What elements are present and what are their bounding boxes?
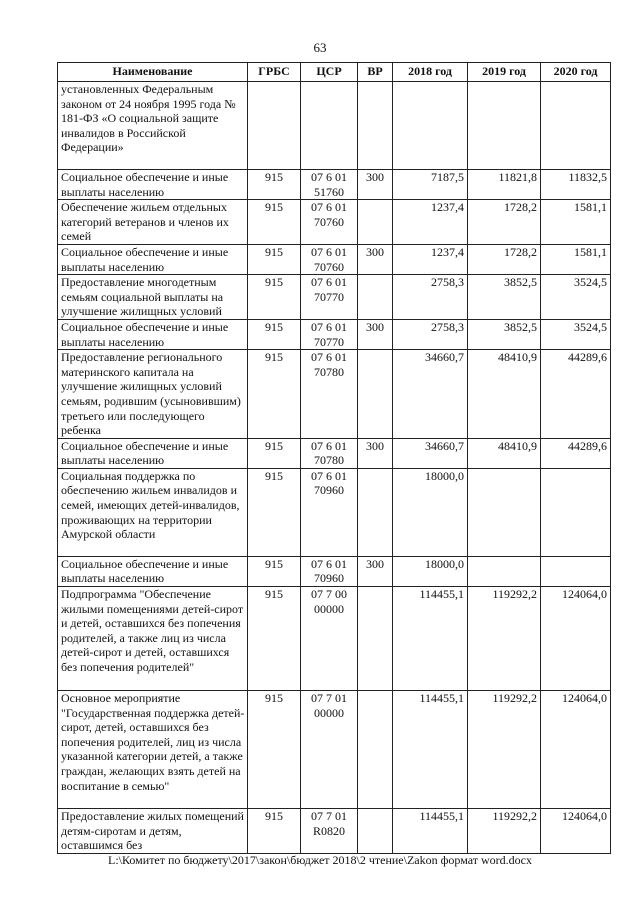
cell-2018: 2758,3 <box>393 319 468 349</box>
cell-name: Социальное обеспечение и иные выплаты населению <box>58 319 248 349</box>
table-row <box>58 244 611 274</box>
cell-name: Социальная поддержка по обеспечению жильем инвалидов и семей, имеющих детей-инвалидов, проживающих на территории Амурской области <box>58 468 248 556</box>
cell-grbs: 915 <box>248 244 301 274</box>
cell-2019: 119292,2 <box>468 587 541 691</box>
cell-name: Предоставление регионального материнского капитала на улучшение жилищных условий семьям, родившим (усыновившим) третьего или последующего ребенка <box>58 350 248 439</box>
cell-2020: 3524,5 <box>541 275 611 320</box>
cell-grbs: 915 <box>248 691 301 809</box>
cell-grbs: 915 <box>248 200 301 245</box>
cell-grbs: 915 <box>248 809 301 854</box>
cell-csr: 07 6 01 51760 <box>301 170 358 200</box>
cell-2018: 34660,7 <box>393 350 468 439</box>
cell-grbs <box>248 82 301 170</box>
table-row <box>58 438 611 468</box>
cell-2018: 114455,1 <box>393 691 468 809</box>
cell-2019 <box>468 556 541 586</box>
cell-2019: 1728,2 <box>468 244 541 274</box>
cell-2019: 1728,2 <box>468 200 541 245</box>
cell-2019: 48410,9 <box>468 438 541 468</box>
cell-name: Социальное обеспечение и иные выплаты населению <box>58 556 248 586</box>
cell-2018: 114455,1 <box>393 809 468 854</box>
cell-2018: 1237,4 <box>393 200 468 245</box>
cell-name: установленных Федеральным законом от 24 ноября 1995 года № 181-ФЗ «О социальной защите инвалидов в Российской Федерации» <box>58 82 248 170</box>
cell-vr <box>358 275 393 320</box>
cell-2020 <box>541 556 611 586</box>
table-row <box>58 468 611 556</box>
footer-file-path: L:\Комитет по бюджету\2017\закон\бюджет 2018\2 чтение\Zakon формат word.docx <box>108 853 532 867</box>
cell-csr: 07 6 01 70760 <box>301 244 358 274</box>
table-row <box>58 170 611 200</box>
cell-grbs: 915 <box>248 319 301 349</box>
header-vr: ВР <box>358 63 393 82</box>
cell-2019: 3852,5 <box>468 319 541 349</box>
cell-2020 <box>541 468 611 556</box>
cell-grbs: 915 <box>248 350 301 439</box>
cell-csr <box>301 82 358 170</box>
cell-name: Предоставление жилых помещений детям-сиротам и детям, оставшимся без <box>58 809 248 854</box>
cell-csr: 07 6 01 70780 <box>301 350 358 439</box>
table-row <box>58 82 611 170</box>
table-row <box>58 350 611 439</box>
cell-2020 <box>541 82 611 170</box>
cell-name: Социальное обеспечение и иные выплаты населению <box>58 244 248 274</box>
header-csr: ЦСР <box>301 63 358 82</box>
table-header-row <box>58 63 611 82</box>
table-row <box>58 275 611 320</box>
cell-2020: 3524,5 <box>541 319 611 349</box>
cell-csr: 07 7 01 00000 <box>301 691 358 809</box>
cell-2018: 1237,4 <box>393 244 468 274</box>
cell-2020: 11832,5 <box>541 170 611 200</box>
cell-2020: 1581,1 <box>541 200 611 245</box>
header-year-2018: 2018 год <box>393 63 468 82</box>
cell-2019: 119292,2 <box>468 691 541 809</box>
cell-csr: 07 6 01 70960 <box>301 556 358 586</box>
cell-name: Социальное обеспечение и иные выплаты населению <box>58 438 248 468</box>
cell-name: Предоставление многодетным семьям социальной выплаты на улучшение жилищных условий <box>58 275 248 320</box>
table-row <box>58 556 611 586</box>
cell-grbs: 915 <box>248 438 301 468</box>
table-row <box>58 200 611 245</box>
cell-2020: 1581,1 <box>541 244 611 274</box>
cell-grbs: 915 <box>248 587 301 691</box>
table-row <box>58 319 611 349</box>
cell-csr: 07 6 01 70760 <box>301 200 358 245</box>
cell-csr: 07 6 01 70960 <box>301 468 358 556</box>
cell-grbs: 915 <box>248 170 301 200</box>
cell-name: Социальное обеспечение и иные выплаты населению <box>58 170 248 200</box>
budget-table <box>57 62 611 854</box>
cell-csr: 07 7 01 R0820 <box>301 809 358 854</box>
cell-name: Подпрограмма "Обеспечение жилыми помещениями детей-сирот и детей, оставшихся без попечения родителей, а также лиц из числа детей-сирот и детей, оставшихся без попечения родителей" <box>58 587 248 691</box>
cell-csr: 07 7 00 00000 <box>301 587 358 691</box>
cell-vr <box>358 691 393 809</box>
cell-grbs: 915 <box>248 468 301 556</box>
table-row <box>58 587 611 691</box>
cell-vr: 300 <box>358 319 393 349</box>
cell-vr: 300 <box>358 170 393 200</box>
cell-name: Основное мероприятие "Государственная поддержка детей-сирот, детей, оставшихся без попечения родителей, лиц из числа указанной категории детей, а также граждан, желающих взять детей на воспитание в семью" <box>58 691 248 809</box>
cell-vr <box>358 587 393 691</box>
cell-2020: 124064,0 <box>541 587 611 691</box>
cell-csr: 07 6 01 70780 <box>301 438 358 468</box>
cell-vr: 300 <box>358 244 393 274</box>
cell-2020: 44289,6 <box>541 350 611 439</box>
cell-vr <box>358 82 393 170</box>
cell-2019: 3852,5 <box>468 275 541 320</box>
table-row <box>58 809 611 854</box>
cell-vr <box>358 468 393 556</box>
cell-2018: 2758,3 <box>393 275 468 320</box>
cell-vr <box>358 809 393 854</box>
cell-2018: 18000,0 <box>393 556 468 586</box>
header-year-2019: 2019 год <box>468 63 541 82</box>
header-name: Наименование <box>58 63 248 82</box>
cell-vr: 300 <box>358 556 393 586</box>
cell-name: Обеспечение жильем отдельных категорий ветеранов и членов их семей <box>58 200 248 245</box>
page-number: 63 <box>313 40 327 55</box>
cell-vr: 300 <box>358 438 393 468</box>
cell-2019: 119292,2 <box>468 809 541 854</box>
cell-grbs: 915 <box>248 275 301 320</box>
cell-2020: 124064,0 <box>541 809 611 854</box>
cell-2018: 34660,7 <box>393 438 468 468</box>
cell-csr: 07 6 01 70770 <box>301 319 358 349</box>
cell-2020: 44289,6 <box>541 438 611 468</box>
budget-table-container <box>57 62 611 854</box>
cell-2018: 18000,0 <box>393 468 468 556</box>
header-grbs: ГРБС <box>248 63 301 82</box>
cell-vr <box>358 350 393 439</box>
cell-2019 <box>468 468 541 556</box>
header-year-2020: 2020 год <box>541 63 611 82</box>
table-row <box>58 691 611 809</box>
cell-grbs: 915 <box>248 556 301 586</box>
cell-2019: 48410,9 <box>468 350 541 439</box>
cell-2018 <box>393 82 468 170</box>
cell-vr <box>358 200 393 245</box>
cell-2018: 7187,5 <box>393 170 468 200</box>
cell-2019: 11821,8 <box>468 170 541 200</box>
cell-csr: 07 6 01 70770 <box>301 275 358 320</box>
cell-2018: 114455,1 <box>393 587 468 691</box>
cell-2019 <box>468 82 541 170</box>
cell-2020: 124064,0 <box>541 691 611 809</box>
